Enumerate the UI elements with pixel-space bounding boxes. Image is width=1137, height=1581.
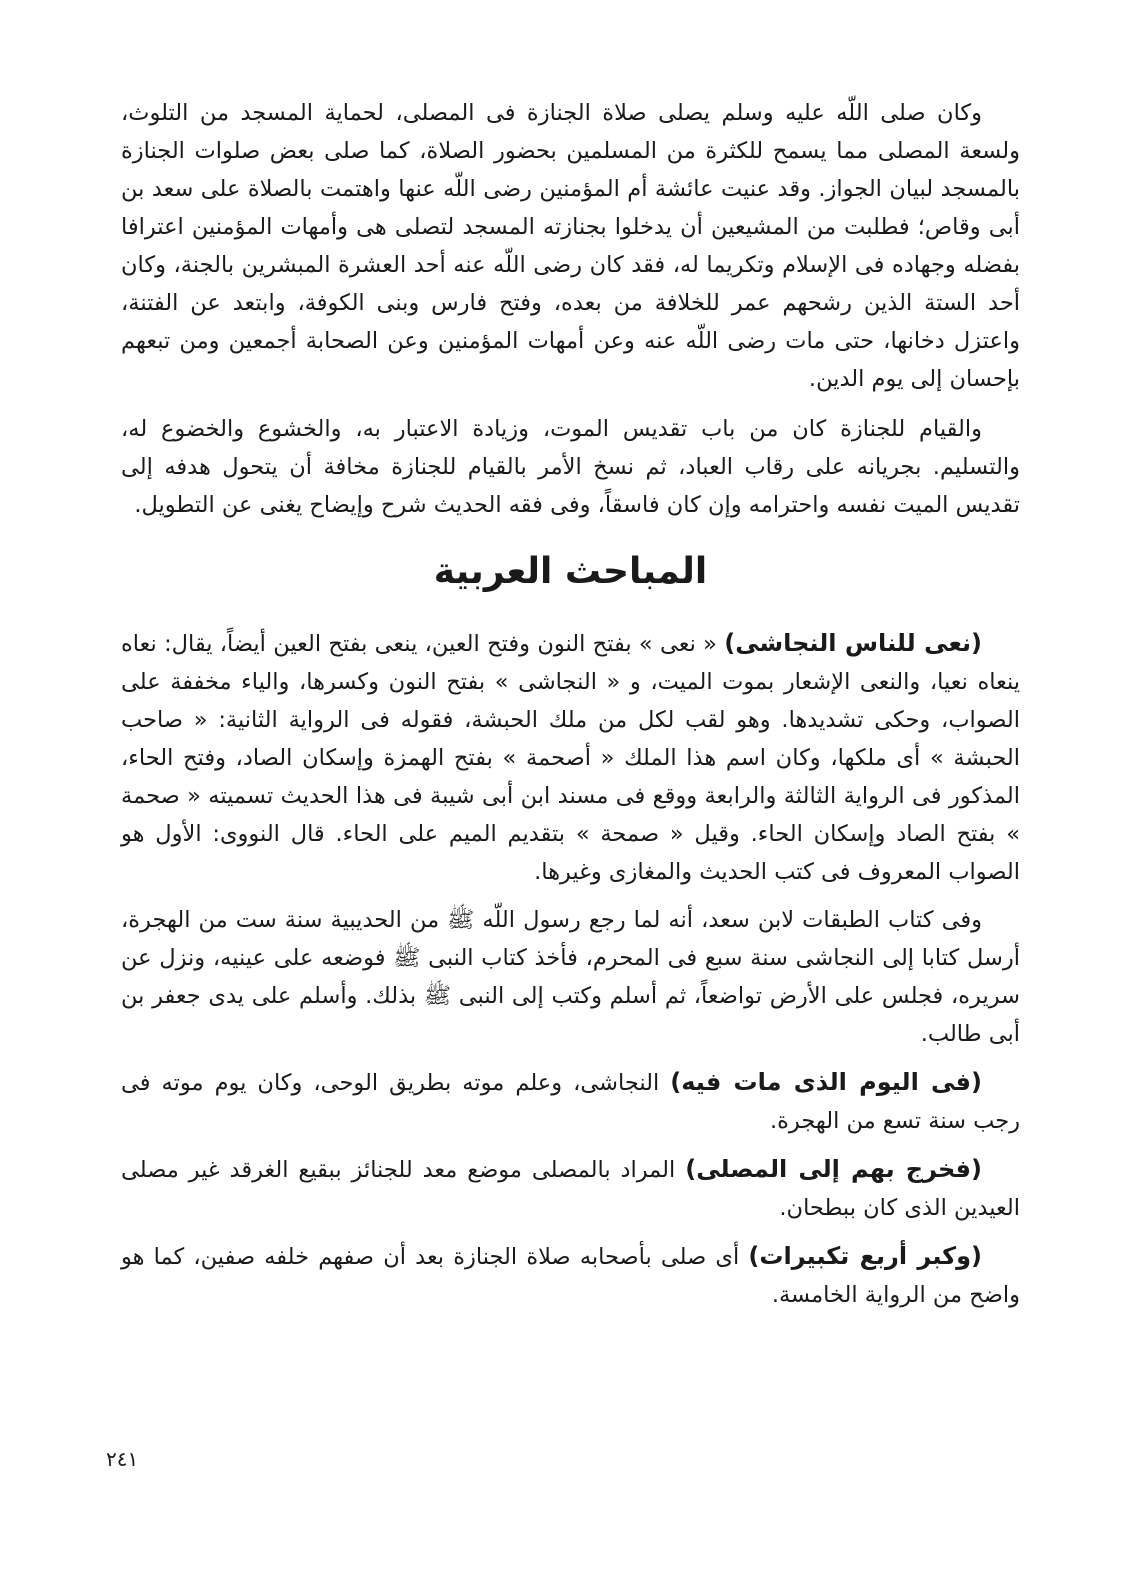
term-paragraph-day-of-death: (فى اليوم الذى مات فيه) النجاشى، وعلم موته بطريق الوحى، وكان يوم موته فى رجب سنة تسع من الهجرة. bbox=[121, 1068, 1020, 1134]
term-paragraph-musalla: (فخرج بهم إلى المصلى) المراد بالمصلى موضع معد للجنائز ببقيع الغرقد غير مصلى العيدين الذى كان ببطحان. bbox=[121, 1155, 1020, 1221]
term-label: (نعى للناس النجاشى) bbox=[724, 629, 982, 657]
paragraph-funeral-prayer: وكان صلى اللّه عليه وسلم يصلى صلاة الجنازة فى المصلى، لحماية المسجد من التلوث، ولسعة المصلى مما يسمح للكثرة من المسلمين بحضور الصلاة، كما صلى بعض صلوات الجنازة بالمسجد لبيان الجواز. وقد عنيت عائشة أم المؤمنين رضى اللّه عنها واهتمت بالصلاة على سعد بن أبى وقاص؛ فطلبت من المشيعين أن يدخلوا بجنازته المسجد لتصلى هى وأمهات المؤمنين اعترافا بفضله وجهاده فى الإسلام وتكريما له، فقد كان رضى اللّه عنه أحد العشرة المبشرين بالجنة، وكان أحد الستة الذين رشحهم عمر للخلافة من بعده، وفتح فارس وبنى الكوفة، وابتعد عن الفتنة، واعتزل دخانها، حتى مات رضى اللّه عنه وعن أمهات المؤمنين وعن الصحابة أجمعين ومن تبعهم بإحسان إلى يوم الدين. bbox=[121, 100, 1020, 392]
term-label: (فى اليوم الذى مات فيه) bbox=[670, 1068, 982, 1096]
paragraph-tabaqat: وفى كتاب الطبقات لابن سعد، أنه لما رجع رسول اللّه ﷺ من الحديبية سنة ست من الهجرة، أرسل كتابا إلى النجاشى سنة سبع فى المحرم، فأخذ كتاب النبى ﷺ فوضعه على عينيه، ونزل عن سريره، فجلس على الأرض تواضعاً، ثم أسلم وكتب إلى النبى ﷺ بذلك. وأسلم على يدى جعفر بن أبى طالب. bbox=[121, 907, 1020, 1047]
paragraph-standing-for-funeral: والقيام للجنازة كان من باب تقديس الموت، وزيادة الاعتبار به، والخشوع والخضوع له، والتسليم. بجريانه على رقاب العباد، ثم نسخ الأمر بالقيام للجنازة مخافة أن يتحول هدفه إلى تقديس الميت نفسه واحترامه وإن كان فاسقاً، وفى فقه الحديث شرح وإيضاح يغنى عن التطويل. bbox=[121, 416, 1020, 518]
term-paragraph-four-takbirs: (وكبر أربع تكبيرات) أى صلى بأصحابه صلاة الجنازة بعد أن صفهم خلفه صفين، كما هو واضح من الرواية الخامسة. bbox=[121, 1242, 1020, 1308]
term-label: (وكبر أربع تكبيرات) bbox=[748, 1242, 982, 1270]
page-number: ٢٤١ bbox=[106, 1447, 139, 1471]
term-paragraph-najashi: (نعى للناس النجاشى) « نعى » بفتح النون وفتح العين، ينعى بفتح العين أيضاً، يقال: نعاه ينعاه نعيا، والنعى الإشعار بموت الميت، و « النجاشى » بفتح النون وكسرها، والياء مخففة على الصواب، وحكى تشديدها. وهو لقب لكل من ملك الحبشة، فقوله فى الرواية الثانية: « صاحب الحبشة » أى ملكها، وكان اسم هذا الملك « أصحمة » بفتح الهمزة وإسكان الصاد، وفتح الحاء، المذكور فى الرواية الثالثة والرابعة ووقع فى مسند ابن أبى شيبة فى هذا الحديث تسميته « صحمة » بفتح الصاد وإسكان الحاء. وقيل « صمحة » بتقديم الميم على الحاء. قال النووى: الأول هو الصواب المعروف فى كتب الحديث والمغازى وغيرها. bbox=[121, 629, 1020, 885]
section-heading: المباحث العربية bbox=[433, 551, 708, 592]
term-label: (فخرج بهم إلى المصلى) bbox=[685, 1155, 982, 1183]
